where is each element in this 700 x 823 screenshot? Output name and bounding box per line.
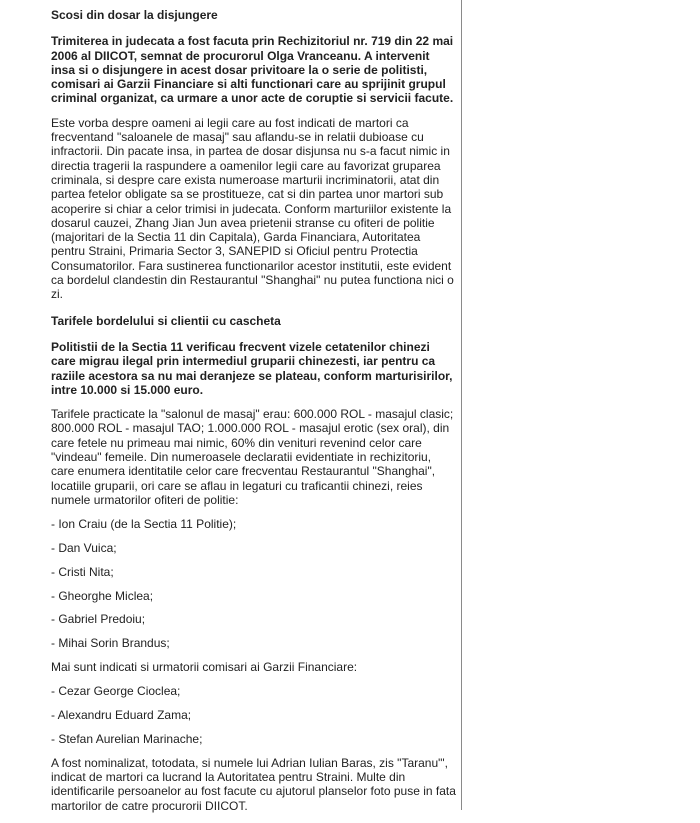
list-item: - Alexandru Eduard Zama; [51,708,192,723]
section-lead-indictment: Trimiterea in judecata a fost facuta prin Rechizitoriul nr. 719 din 22 mai 2006 al DIICOT, semnat de procurorul Olga Vranceanu. A intervenit insa si o disjungere in acest dosar privitoare la o serie de politisti, comisari ai Garzii Financiare si alti functionari care au sprijinit grupul criminal organizat, ca urmare a unor acte de coruptie si servicii facute. [51,34,454,106]
article-column [51,0,456,823]
list-item: - Dan Vuica; [51,541,117,555]
officer-list [51,517,456,650]
commissioners-intro: Mai sunt indicati si urmatorii comisari ai Garzii Financiare: [51,659,358,674]
section-title-disjunction: Scosi din dosar la disjungere [51,8,218,22]
commissioner-list [51,684,456,746]
list-item: - Cristi Nita; [51,564,114,579]
list-item: - Gabriel Predoiu; [51,612,146,627]
section-paragraph-closing: A fost nominalizat, totodata, si numele lui Adrian Iulian Baras, zis "Taranu"', indicat de martori ca lucrand la Autoritatea pentru Straini. Multe din identificarile persoanelor au fost facute cu ajutorul planselor foto puse in fata martorilor de catre procurorii DIICOT. [51,755,456,813]
list-item: - Stefan Aurelian Marinache; [51,731,203,746]
section-lead-police: Politistii de la Sectia 11 verificau frecvent vizele cetatenilor chinezi care migrau ilegal prin intermediul gruparii chinezesti, iar pentru ca raziile acestora sa nu mai deranjeze se plateau, conform marturisirilor, intre 10.000 si 15.000 euro. [51,339,453,397]
section-paragraph-witnesses: Este vorba despre oameni ai legii care au fost indicati de martori ca frecventand "saloanele de masaj" sau aflandu-se in relatii dubioase cu infractorii. Din pacate insa, in partea de dosar disjunsa nu s-a facut nimic in directia tragerii la raspundere a oamenilor legii care au favorizat gruparea criminala, si despre care exista numeroase marturii incriminatorii, atat din partea fetelor obligate sa se prostitueze, cat si din partea unor martori sub acoperire si chiar a celor trimisi in judecata. Conform marturiilor existente la dosarul cauzei, Zhang Jian Jun avea prietenii stranse cu ofiteri de politie (majoritari de la Sectia 11 din Capitala), Garda Financiara, Autoritatea pentru Straini, Primaria Sector 3, SANEPID si Oficiul pentru Protectia Consumatorilor. Fara sustinerea functionarilor acestor institutii, este evident ca bordelul clandestin din Restaurantul "Shanghai" nu putea functiona nici o zi. [51,115,454,302]
list-item: - Mihai Sorin Brandus; [51,636,170,651]
column-divider [461,0,462,810]
list-item: - Ion Craiu (de la Sectia 11 Politie); [51,517,237,532]
section-paragraph-tariffs: Tarifele practicate la "salonul de masaj" erau: 600.000 ROL - masajul clasic; 800.000 ROL - masajul TAO; 1.000.000 ROL - masajul erotic (sex oral), din care fetele nu primeau mai nimic, 60% din venituri revenind celor care "vindeau" femeile. Din numeroasele declaratii evidentiate in rechizitoriu, care enumera identitatile celor care frecventau Restaurantul "Shanghai", locatiile gruparii, ori care se aflau in legaturi cu traficantii chinezi, reies numele urmatorilor ofiteri de politie: [51,407,454,507]
list-item: - Gheorghe Miclea; [51,588,154,603]
list-item: - Cezar George Cioclea; [51,684,181,699]
section-title-tariffs: Tarifele bordelului si clientii cu cascheta [51,313,281,328]
